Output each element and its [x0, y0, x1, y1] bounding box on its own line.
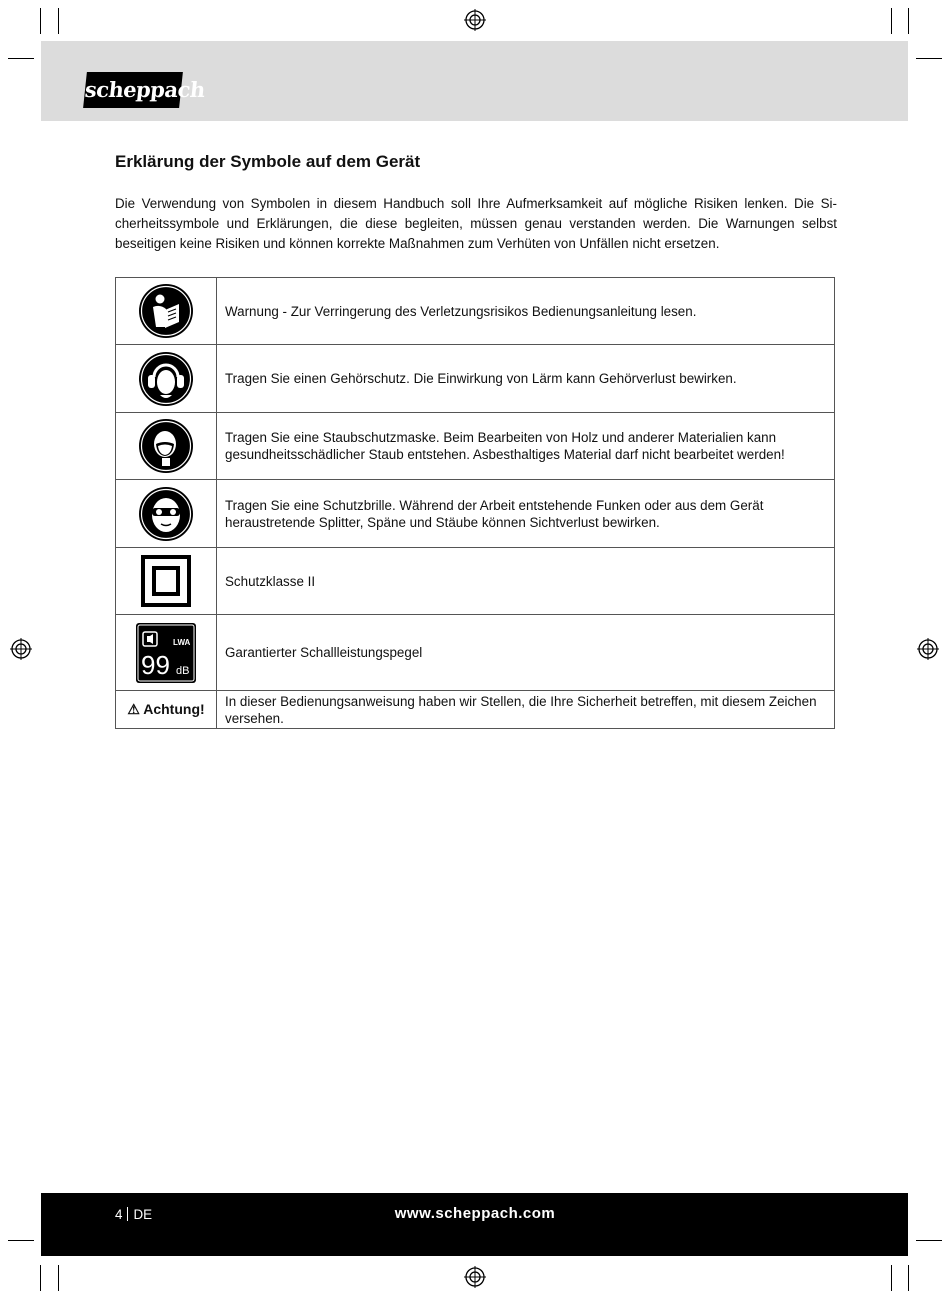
registration-mark-icon: [10, 638, 32, 660]
intro-paragraph: Die Verwendung von Symbolen in diesem Handbuch soll Ihre Aufmerksamkeit auf mögliche Risiken lenken. Die Si-cherheitssymbole und Erklärungen, die diese begleiten, müssen genau verstanden werden. Die Warnungen selbst beseitigen keine Risiken und können korrekte Maßnahmen zum Verhüten von Unfällen nicht ersetzen.: [115, 196, 837, 251]
crop-mark: [908, 1265, 909, 1291]
symbol-description: Schutzklasse II: [217, 548, 835, 615]
registration-mark-icon: [464, 1266, 486, 1288]
dust-mask-icon: [138, 418, 194, 474]
crop-mark: [58, 8, 59, 34]
symbol-description: Warnung - Zur Verringerung des Verletzungsrisikos Bedienungsanleitung lesen.: [217, 278, 835, 345]
table-row: [116, 345, 835, 413]
ear-protection-icon: [138, 351, 194, 407]
table-row: [116, 691, 835, 729]
symbol-cell: [116, 548, 217, 615]
symbol-description: In dieser Bedienungsanweisung haben wir Stellen, die Ihre Sicherheit betreffen, mit diesem Zeichen versehen.: [217, 691, 835, 729]
symbol-description: Tragen Sie einen Gehörschutz. Die Einwirkung von Lärm kann Gehörverlust bewirken.: [217, 345, 835, 413]
registration-mark-icon: [917, 638, 939, 660]
table-row: [116, 615, 835, 691]
crop-mark: [40, 8, 41, 34]
sound-label: LWA: [173, 637, 191, 647]
crop-mark: [916, 1240, 942, 1241]
crop-mark: [891, 1265, 892, 1291]
safety-glasses-icon: [138, 486, 194, 542]
sound-power-level-icon: [135, 622, 197, 684]
symbol-cell: [116, 413, 217, 480]
read-manual-icon: [138, 283, 194, 339]
brand-logo: scheppach: [83, 72, 183, 108]
symbol-cell: [116, 278, 217, 345]
symbol-cell: [116, 615, 217, 691]
symbol-description: Tragen Sie eine Schutzbrille. Während der Arbeit entstehende Funken oder aus dem Gerät heraustretende Splitter, Späne und Stäube können Sichtverlust bewirken.: [217, 480, 835, 548]
page-title: Erklärung der Symbole auf dem Gerät: [115, 152, 421, 171]
table-row: [116, 548, 835, 615]
footer-band: [41, 1193, 908, 1256]
crop-mark: [891, 8, 892, 34]
crop-mark: [40, 1265, 41, 1291]
crop-mark: [58, 1265, 59, 1291]
crop-mark: [916, 58, 942, 59]
symbol-description: Tragen Sie eine Staubschutzmaske. Beim Bearbeiten von Holz und anderer Materialien kann gesundheitsschädlicher Staub entstehen. Asbesthaltiges Material darf nicht bearbeitet werden!: [217, 413, 835, 480]
symbol-cell: [116, 345, 217, 413]
achtung-label: ⚠ Achtung!: [116, 691, 217, 729]
crop-mark: [908, 8, 909, 34]
table-row: [116, 480, 835, 548]
language-code: DE: [133, 1207, 153, 1222]
symbol-description: Garantierter Schallleistungspegel: [217, 615, 835, 691]
website-link[interactable]: www.scheppach.com: [394, 1205, 556, 1222]
sound-unit: dB: [176, 664, 190, 677]
table-row: [116, 278, 835, 345]
page-number-value: 4: [115, 1207, 123, 1222]
crop-mark: [8, 58, 34, 59]
sound-value: 99: [141, 649, 170, 680]
table-row: [116, 413, 835, 480]
symbols-table: [115, 277, 835, 729]
symbol-cell: [116, 480, 217, 548]
crop-mark: [8, 1240, 34, 1241]
registration-mark-icon: [464, 9, 486, 31]
protection-class-ii-icon: [141, 555, 191, 607]
